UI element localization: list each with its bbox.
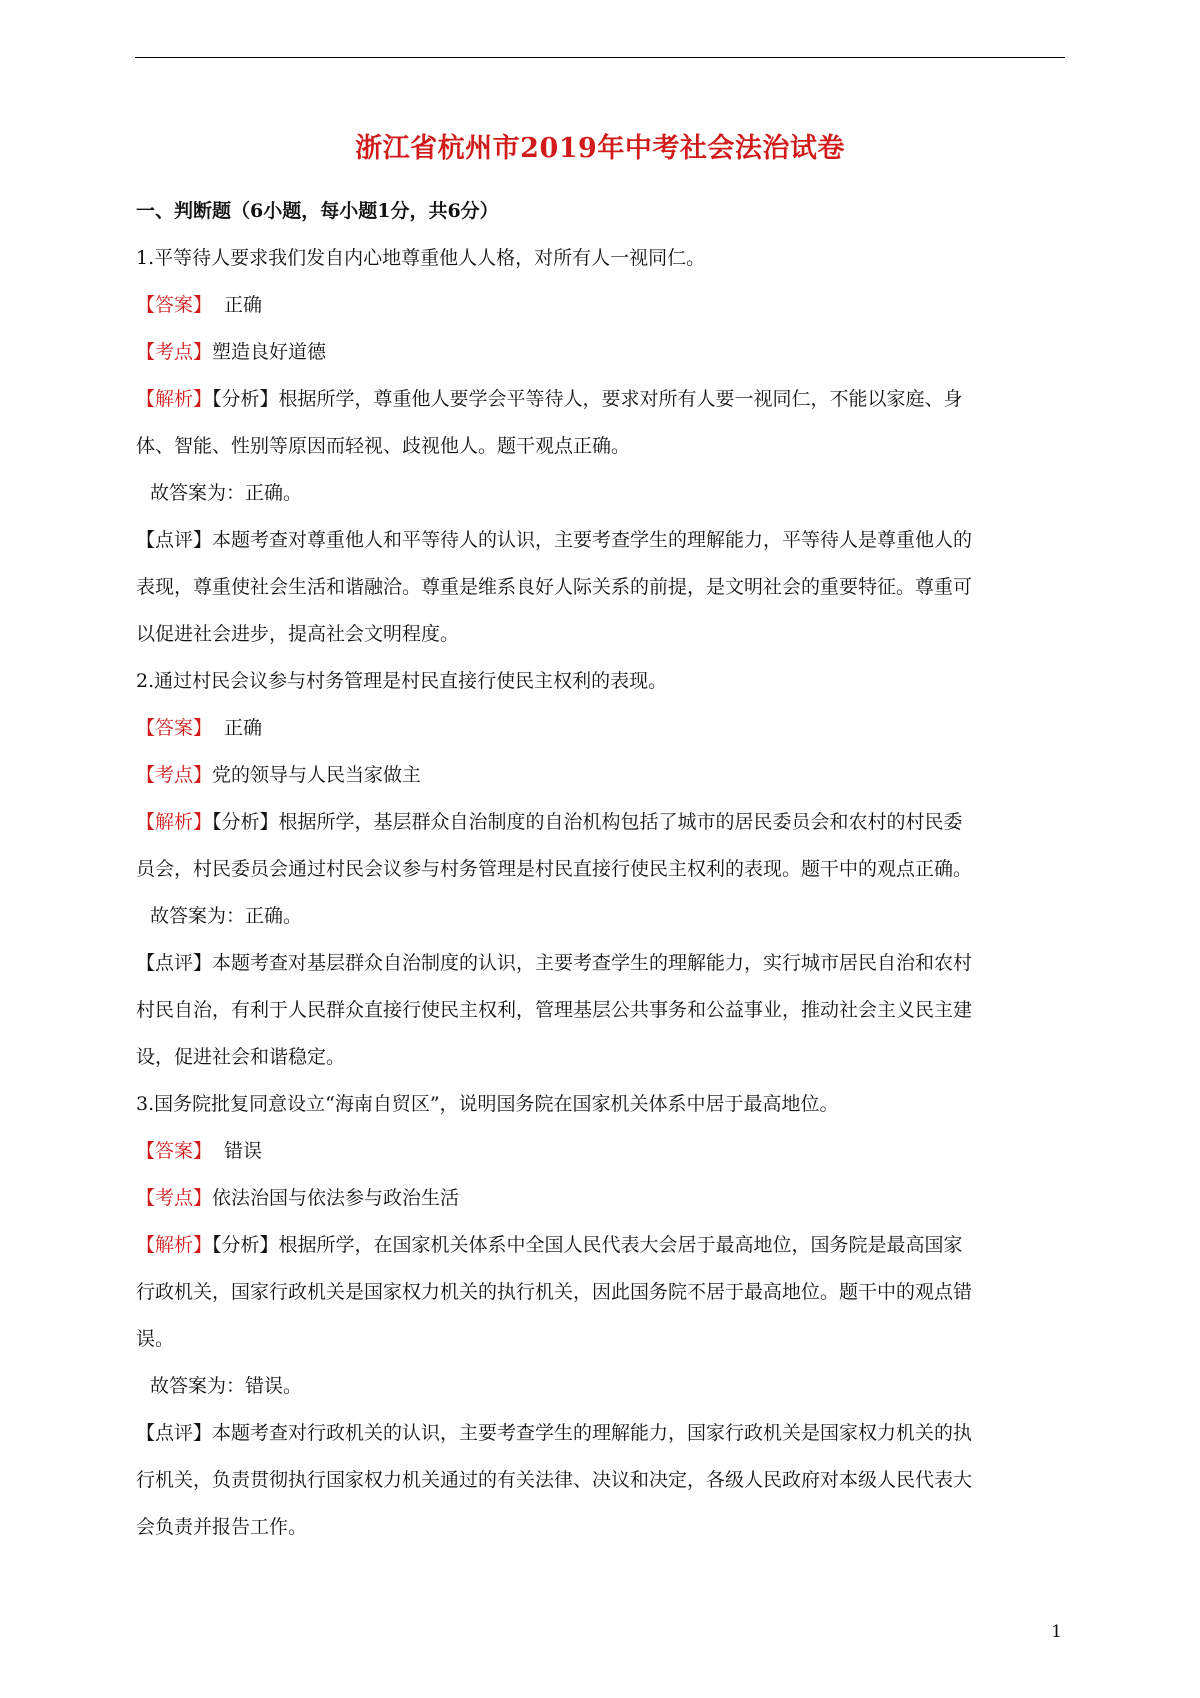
point-label: 【考点】 [136, 764, 213, 786]
section-heading: 一、判断题（6小题，每小题1分，共6分） [136, 200, 499, 222]
answer-label: 【答案】 [136, 1140, 213, 1162]
conclusion-line: 故答案为：正确。 [150, 905, 303, 927]
analysis-line [136, 799, 1066, 846]
analysis-text: 【分析】根据所学，基层群众自治制度的自治机构包括了城市的居民委员会和农村的村民委 [212, 811, 963, 833]
point-value: 塑造良好道德 [212, 341, 327, 363]
document-body [136, 188, 1066, 1551]
remark-line: 以促进社会进步，提高社会文明程度。 [136, 623, 460, 645]
page-title: 浙江省杭州市2019年中考社会法治试卷 [355, 133, 845, 164]
remark-line: 行机关，负责贯彻执行国家权力机关通过的有关法律、决议和决定，各级人民政府对本级人民代表大 [136, 1469, 973, 1491]
answer-line [136, 705, 1066, 752]
analysis-line: 体、智能、性别等原因而轻视、歧视他人。题干观点正确。 [136, 435, 631, 457]
remark-line [136, 1410, 1066, 1457]
question-stem: 2.通过村民会议参与村务管理是村民直接行使民主权利的表现。 [136, 670, 668, 692]
analysis-line: 行政机关，国家行政机关是国家权力机关的执行机关，因此国务院不居于最高地位。题干中的观点错 [136, 1281, 973, 1303]
remark-text: 本题考查对基层群众自治制度的认识，主要考查学生的理解能力，实行城市居民自治和农村 [212, 952, 973, 974]
remark-text: 本题考查对行政机关的认识，主要考查学生的理解能力，国家行政机关是国家权力机关的执 [212, 1422, 973, 1444]
remark-line: 会负责并报告工作。 [136, 1516, 308, 1538]
page-number: 1 [1051, 1622, 1062, 1642]
analysis-text: 【分析】根据所学，尊重他人要学会平等待人，要求对所有人要一视同仁，不能以家庭、身 [212, 388, 963, 410]
point-value: 党的领导与人民当家做主 [212, 764, 422, 786]
question-block-2 [136, 658, 1066, 1081]
question-block-1 [136, 235, 1066, 658]
remark-label: 【点评】 [136, 529, 213, 551]
conclusion-line: 故答案为：错误。 [150, 1375, 303, 1397]
analysis-line: 误。 [136, 1328, 175, 1350]
analysis-label: 【解析】 [136, 388, 213, 410]
analysis-text: 【分析】根据所学，在国家机关体系中全国人民代表大会居于最高地位，国务院是最高国家 [212, 1234, 963, 1256]
point-line [136, 329, 1066, 376]
remark-line [136, 517, 1066, 564]
question-block-3 [136, 1081, 1066, 1551]
header-rule [135, 57, 1065, 58]
answer-value: 错误 [224, 1140, 263, 1162]
point-line [136, 1175, 1066, 1222]
remark-label: 【点评】 [136, 1422, 213, 1444]
answer-value: 正确 [224, 717, 263, 739]
answer-line [136, 1128, 1066, 1175]
remark-line: 表现，尊重使社会生活和谐融洽。尊重是维系良好人际关系的前提，是文明社会的重要特征。尊重可 [136, 576, 973, 598]
point-line [136, 752, 1066, 799]
analysis-label: 【解析】 [136, 1234, 213, 1256]
analysis-label: 【解析】 [136, 811, 213, 833]
answer-line [136, 282, 1066, 329]
answer-label: 【答案】 [136, 717, 213, 739]
remark-line: 村民自治，有利于人民群众直接行使民主权利，管理基层公共事务和公益事业，推动社会主义民主建 [136, 999, 973, 1021]
answer-value: 正确 [224, 294, 263, 316]
question-stem: 3.国务院批复同意设立“海南自贸区”，说明国务院在国家机关体系中居于最高地位。 [136, 1093, 839, 1115]
point-value: 依法治国与依法参与政治生活 [212, 1187, 460, 1209]
analysis-line [136, 376, 1066, 423]
conclusion-line: 故答案为：正确。 [150, 482, 303, 504]
analysis-line: 员会，村民委员会通过村民会议参与村务管理是村民直接行使民主权利的表现。题干中的观点正确。 [136, 858, 973, 880]
question-stem: 1.平等待人要求我们发自内心地尊重他人人格，对所有人一视同仁。 [136, 247, 706, 269]
answer-label: 【答案】 [136, 294, 213, 316]
remark-label: 【点评】 [136, 952, 213, 974]
remark-line: 设，促进社会和谐稳定。 [136, 1046, 346, 1068]
analysis-line [136, 1222, 1066, 1269]
point-label: 【考点】 [136, 1187, 213, 1209]
remark-text: 本题考查对尊重他人和平等待人的认识，主要考查学生的理解能力，平等待人是尊重他人的 [212, 529, 973, 551]
remark-line [136, 940, 1066, 987]
point-label: 【考点】 [136, 341, 213, 363]
